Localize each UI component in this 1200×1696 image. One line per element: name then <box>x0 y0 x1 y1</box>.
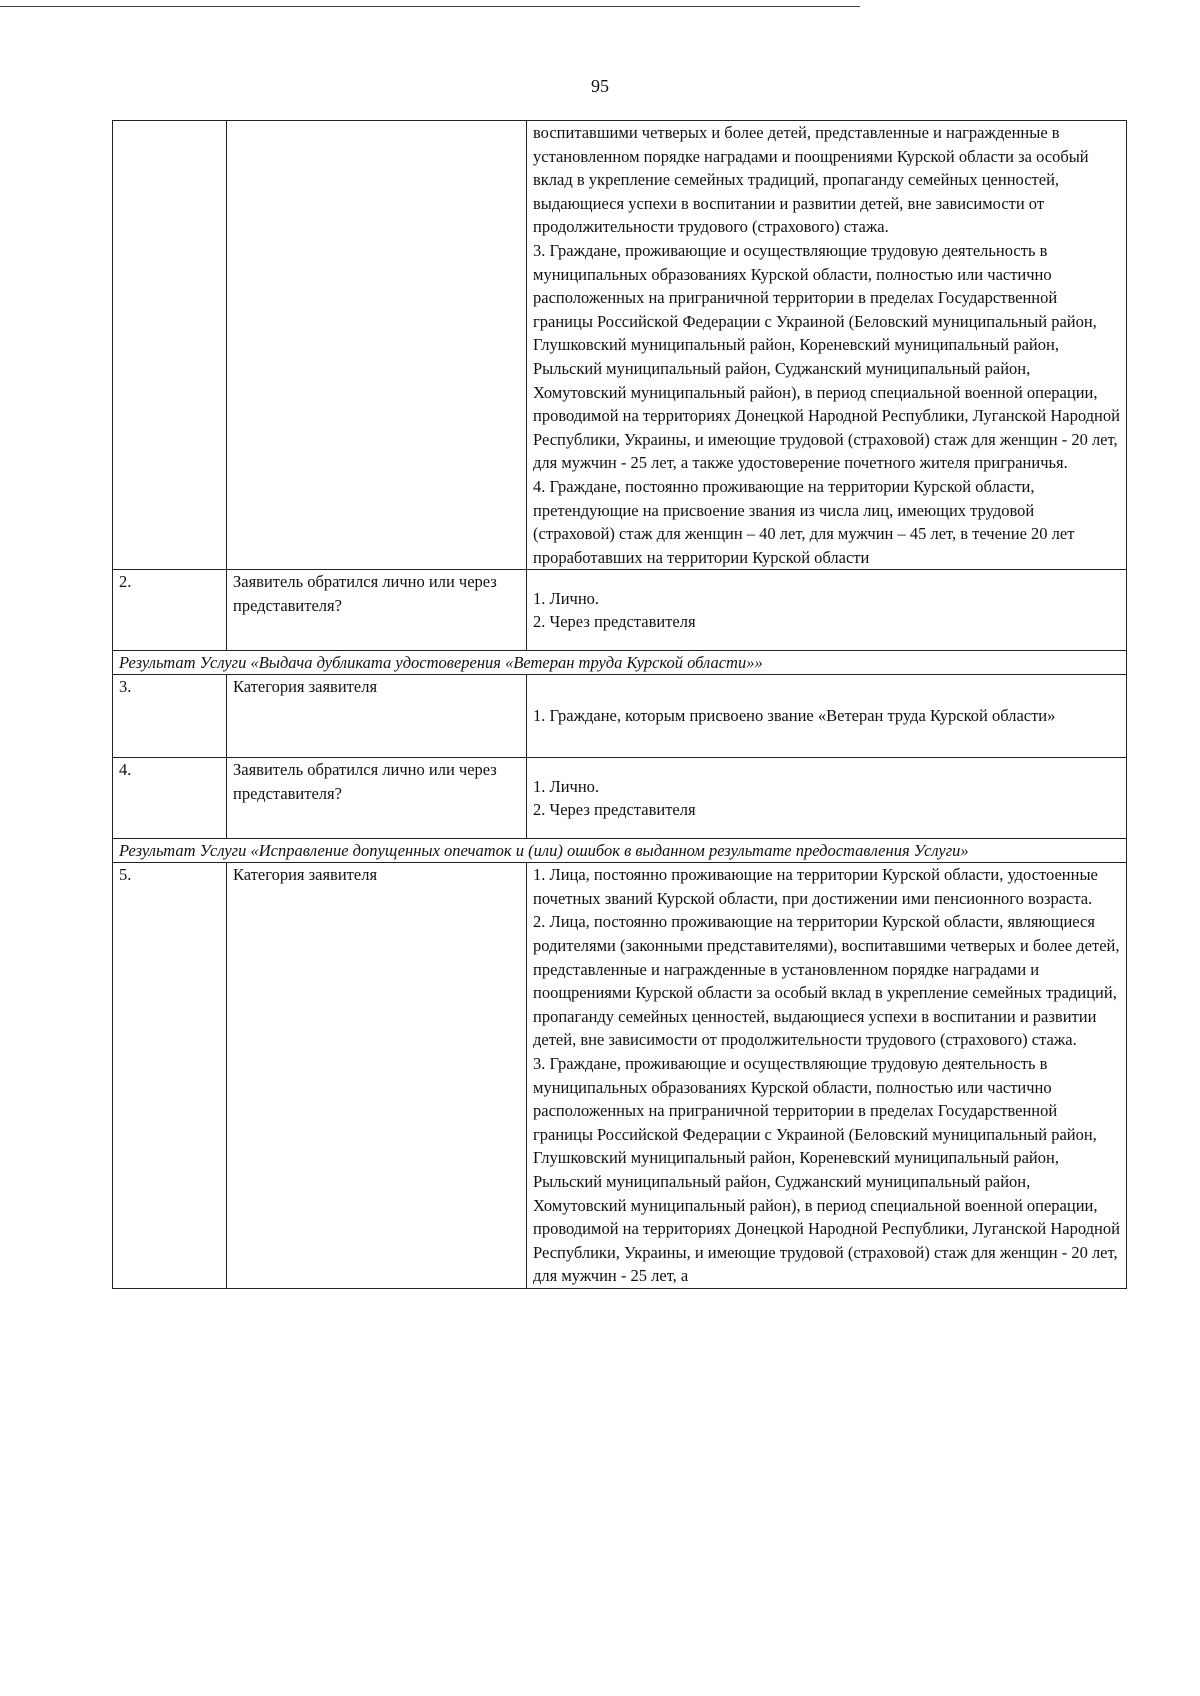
option-item: 2. Через представителя <box>533 612 696 632</box>
criteria-paragraph: 3. Граждане, проживающие и осуществляющие трудовую деятельность в муниципальных образованиях Курской области, полностью или частично расположенных на приграничной территории в пределах Государственной границы Российской Федерации с Украиной (Беловский муниципальный район, Глушковский муниципальный район, Кореневский муниципальный район, Рыльский муниципальный район, Суджанский муниципальный район, Хомутовский муниципальный район), в период специальной военной операции, проводимой на территориях Донецкой Народной Республики, Луганской Народной Республики, Украины, и имеющие трудовой (страховой) стаж для женщин - 20 лет, для мужчин - 25 лет, а <box>533 1054 1120 1286</box>
criteria-text <box>527 121 1127 570</box>
table-row <box>113 863 1127 1289</box>
criteria-paragraph: 1. Лица, постоянно проживающие на территории Курской области, удостоенные почетных званий Курской области, при достижении ими пенсионного возраста. <box>533 865 1098 908</box>
row-number: 4. <box>113 758 227 839</box>
criteria-table <box>112 120 1127 1289</box>
option-item: 1. Лично. <box>533 776 600 796</box>
table-row <box>113 570 1127 651</box>
row-number <box>113 121 227 570</box>
section-row <box>113 651 1127 675</box>
option-item: 1. Граждане, которым присвоено звание «Ветеран труда Курской области» <box>533 706 1056 726</box>
criteria-text <box>527 675 1127 758</box>
row-label: Категория заявителя <box>227 863 527 1289</box>
section-heading: Результат Услуги «Выдача дубликата удостоверения «Ветеран труда Курской области»» <box>113 651 1127 675</box>
table-row <box>113 675 1127 758</box>
row-label: Заявитель обратился лично или через представителя? <box>227 570 527 651</box>
table-row <box>113 758 1127 839</box>
table-row <box>113 121 1127 570</box>
page-number: 95 <box>591 76 609 96</box>
section-heading: Результат Услуги «Исправление допущенных опечаток и (или) ошибок в выданном результате предоставления Услуги» <box>113 839 1127 863</box>
criteria-text <box>527 570 1127 651</box>
criteria-text <box>527 758 1127 839</box>
section-row <box>113 839 1127 863</box>
option-item: 2. Через представителя <box>533 800 696 820</box>
criteria-paragraph: воспитавшими четверых и более детей, представленные и награжденные в установленном порядке наградами и поощрениями Курской области за особый вклад в укрепление семейных традиций, пропаганду семейных ценностей, выдающиеся успехи в воспитании и развитии детей, вне зависимости от продолжительности трудового (страхового) стажа. <box>533 123 1089 237</box>
row-number: 3. <box>113 675 227 758</box>
top-rule <box>0 6 860 7</box>
criteria-paragraph: 3. Граждане, проживающие и осуществляющие трудовую деятельность в муниципальных образованиях Курской области, полностью или частично расположенных на приграничной территории в пределах Государственной границы Российской Федерации с Украиной (Беловский муниципальный район, Глушковский муниципальный район, Кореневский муниципальный район, Рыльский муниципальный район, Суджанский муниципальный район, Хомутовский муниципальный район), в период специальной военной операции, проводимой на территориях Донецкой Народной Республики, Луганской Народной Республики, Украины, и имеющие трудовой (страховой) стаж для женщин - 20 лет, для мужчин - 25 лет, а также удостоверение почетного жителя приграничья. <box>533 240 1120 473</box>
row-number: 2. <box>113 570 227 651</box>
row-label: Категория заявителя <box>227 675 527 758</box>
criteria-text <box>527 863 1127 1289</box>
row-number: 5. <box>113 863 227 1289</box>
criteria-paragraph: 4. Граждане, постоянно проживающие на территории Курской области, претендующие на присвоение звания из числа лиц, имеющих трудовой (страховой) стаж для женщин – 40 лет, для мужчин – 45 лет, в течение 20 лет проработавших на территории Курской области <box>533 476 1075 567</box>
criteria-paragraph: 2. Лица, постоянно проживающие на территории Курской области, являющиеся родителями (законными представителями), воспитавшими четверых и более детей, представленные и награжденные в установленном порядке наградами и поощрениями Курской области за особый вклад в укрепление семейных традиций, пропаганду семейных ценностей, выдающиеся успехи в воспитании и развитии детей, вне зависимости от продолжительности трудового (страхового) стажа. <box>533 912 1120 1050</box>
row-label <box>227 121 527 570</box>
row-label: Заявитель обратился лично или через представителя? <box>227 758 527 839</box>
option-item: 1. Лично. <box>533 588 600 608</box>
